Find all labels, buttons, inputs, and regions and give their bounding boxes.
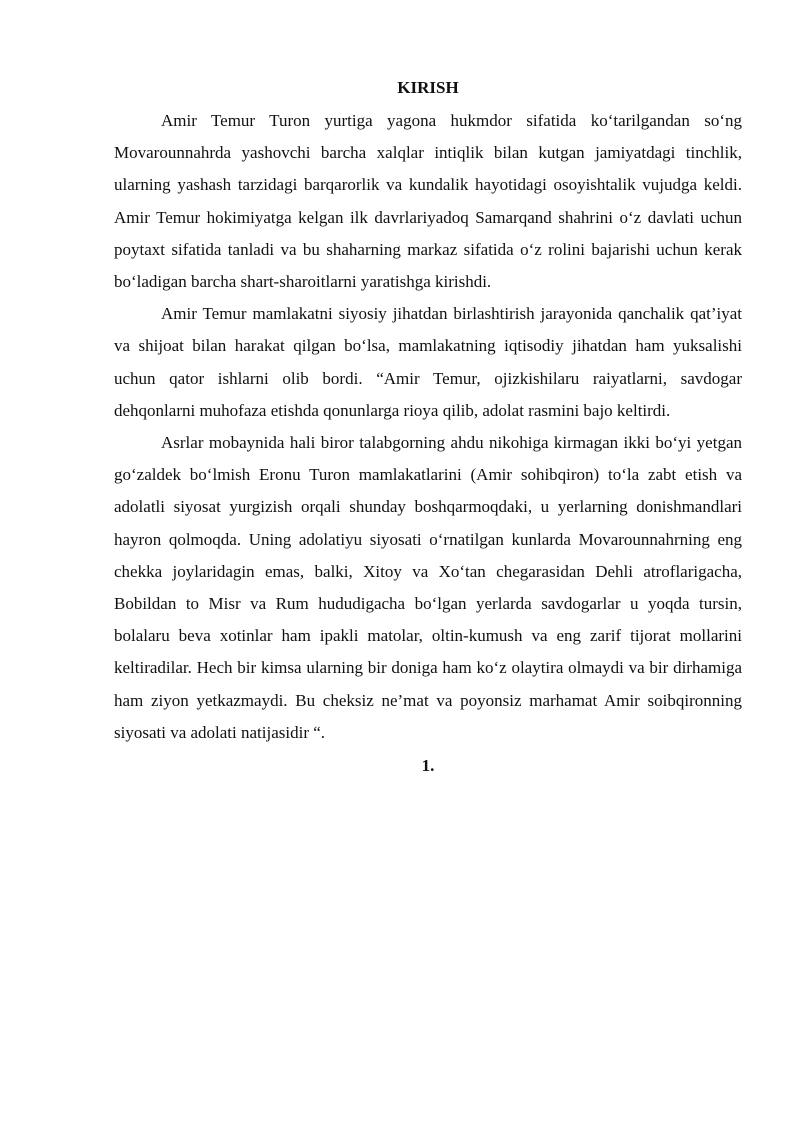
paragraph-3: Asrlar mobaynida hali biror talabgorning ahdu nikohiga kirmagan ikki bo‘yi yetgan go‘zaldek bo‘lmish Eronu Turon mamlakatlarini (Amir sohibqiron) to‘la zabt etish va adolatli siyosat yurgizish orqali shunday boshqarmoqdaki, u yerlarning donishmandlari hayron qolmoqda. Uning adolatiyu siyosati o‘rnatilgan kunlarda Movarounnahrning eng chekka joylaridagin emas, balki, Xitoy va Xo‘tan chegarasidan Dehli atroflarigacha, Bobildan to Misr va Rum hududigacha bo‘lgan yerlarda savdogarlar u yoqda tursin, bolalaru beva xotinlar ham ipakli matolar, oltin-kumush va eng zarif tijorat mollarini keltiradilar. Hech bir kimsa ularning bir doniga ham ko‘z olaytira olmaydi va bir dirhamiga ham ziyon yetkazmaydi. Bu cheksiz ne’mat va poyonsiz marhamat Amir soibqironning siyosati va adolati natijasidir “. bbox=[114, 433, 742, 742]
paragraph-2: Amir Temur mamlakatni siyosiy jihatdan birlashtirish jarayonida qanchalik qat’iyat va shijoat bilan harakat qilgan bo‘lsa, mamlakatning iqtisodiy jihatdan ham yuksalishi uchun qator ishlarni olib bordi. “Amir Temur, ojizkishilaru raiyatlarni, savdogar dehqonlarni muhofaza etishda qonunlarga rioya qilib, adolat rasmini bajo keltirdi. bbox=[114, 304, 742, 420]
paragraph-1: Amir Temur Turon yurtiga yagona hukmdor sifatida ko‘tarilgandan so‘ng Movarounnahrda yashovchi barcha xalqlar intiqlik bilan kutgan jamiyatdagi tinchlik, ularning yashash tarzidagi barqarorlik va kundalik hayotidagi osoyishtalik vujudga keldi. Amir Temur hokimiyatga kelgan ilk davrlariyadoq Samarqand shahrini o‘z davlati uchun poytaxt sifatida tanladi va bu shaharning markaz sifatida o‘z rolini bajarishi uchun kerak bo‘ladigan barcha shart-sharoitlarni yaratishga kirishdi. bbox=[114, 111, 742, 292]
document-page bbox=[114, 71, 742, 783]
section-title: KIRISH bbox=[397, 78, 459, 97]
page-number: 1. bbox=[421, 756, 435, 776]
